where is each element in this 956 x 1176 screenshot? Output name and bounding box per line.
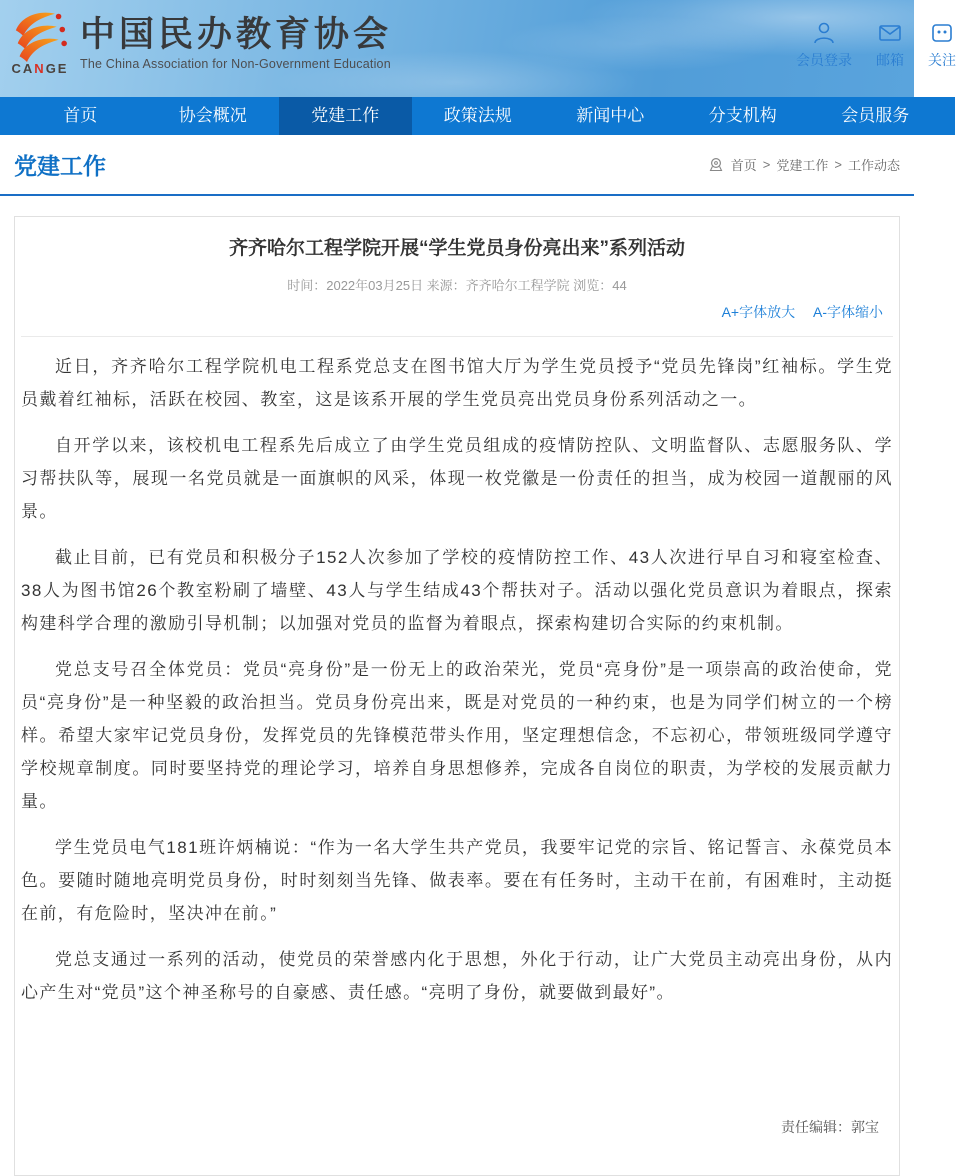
- breadcrumb-item-2[interactable]: 工作动态: [847, 158, 900, 173]
- org-names: [80, 10, 392, 71]
- breadcrumb-item-1[interactable]: 党建工作: [776, 158, 829, 173]
- nav-item-4[interactable]: 新闻中心: [576, 106, 645, 125]
- header-links: [796, 20, 956, 70]
- logo-acronym: CANGE: [11, 61, 69, 76]
- nav-item-5[interactable]: 分支机构: [708, 106, 777, 125]
- font-shrink-button[interactable]: A-字体缩小: [813, 304, 883, 320]
- font-enlarge-button[interactable]: A+字体放大: [721, 304, 796, 320]
- article-paragraph-1: 自开学以来，该校机电工程系先后成立了由学生党员组成的疫情防控队、文明监督队、志愿服务队、学习帮扶队等，展现一名党员就是一面旗帜的风采，体现一枚党徽是一份责任的担当，成为校园一道靓丽的风景。: [21, 436, 893, 521]
- section-title: 党建工作: [14, 153, 106, 179]
- breadcrumb-separator: >: [834, 157, 842, 172]
- article-paragraph-4: 学生党员电气181班许炳楠说：“作为一名大学生共产党员，我要牢记党的宗旨、铭记誓言、永葆党员本色。要随时随地亮明党员身份，时时刻刻当先锋、做表率。要在有任务时，主动干在前，有困难时，主动挺在前，有危险时，坚决冲在前。”: [21, 838, 893, 923]
- header-link-1[interactable]: [876, 20, 904, 70]
- divider: [21, 336, 893, 337]
- header-link-label: 会员登录: [796, 52, 852, 68]
- header-link-label: 关注: [928, 52, 956, 68]
- org-name-cn: 中国民办教育协会: [80, 14, 393, 55]
- editor-credit: 责任编辑：郭宝: [781, 1119, 879, 1135]
- header-link-2[interactable]: [928, 20, 956, 70]
- nav-item-0[interactable]: 首页: [63, 106, 98, 125]
- article-paragraph-0: 近日，齐齐哈尔工程学院机电工程系党总支在图书馆大厅为学生党员授予“党员先锋岗”红袖标。学生党员戴着红袖标，活跃在校园、教室，这是该系开展的学生党员亮出党员身份系列活动之一。: [21, 357, 893, 409]
- article-title: 齐齐哈尔工程学院开展“学生党员身份亮出来”系列活动: [228, 238, 685, 259]
- article-paragraph-3: 党总支号召全体党员：党员“亮身份”是一份无上的政治荣光，党员“亮身份”是一项崇高的政治使命，党员“亮身份”是一种坚毅的政治担当。党员身份亮出来，既是对党员的一种约束，也是为同学们树立的一个榜样。希望大家牢记党员身份，发挥党员的先锋模范带头作用，坚定理想信念，不忘初心，带领班级同学遵守学校规章制度。同时要坚持党的理论学习，培养自身思想修养，完成各自岗位的职责，为学校的发展贡献力量。: [21, 660, 893, 811]
- location-pin-icon: [709, 157, 723, 172]
- nav-item-6[interactable]: 会员服务: [841, 106, 910, 125]
- header-link-label: 邮箱: [876, 52, 904, 68]
- site-logo[interactable]: [8, 10, 72, 76]
- org-name-en: The China Association for Non-Government Education: [80, 57, 391, 71]
- article-container: [14, 216, 900, 1176]
- site-header: [0, 0, 956, 97]
- mail-icon: [877, 20, 903, 46]
- cange-swoosh-icon: [12, 10, 68, 62]
- article-meta: 时间：2022年03月25日 来源：齐齐哈尔工程学院 浏览：44: [287, 278, 627, 293]
- breadcrumb-separator: >: [762, 157, 771, 172]
- user-icon: [811, 20, 837, 46]
- section-bar: [0, 135, 914, 196]
- nav-item-3[interactable]: 政策法规: [443, 106, 512, 125]
- font-size-controls: [21, 302, 893, 322]
- article-paragraph-2: 截止目前，已有党员和积极分子152人次参加了学校的疫情防控工作、43人次进行早自习和寝室检查、38人为图书馆26个教室粉刷了墙壁、43人与学生结成43个帮扶对子。活动以强化党员意识为着眼点，探索构建科学合理的激励引导机制；以加强对党员的监督为着眼点，探索构建切合实际的约束机制。: [21, 548, 893, 633]
- main-nav: [0, 97, 955, 135]
- nav-item-1[interactable]: 协会概况: [178, 106, 247, 125]
- follow-icon: [929, 20, 955, 46]
- nav-item-2[interactable]: 党建工作: [279, 97, 412, 135]
- article-body: [21, 350, 893, 1009]
- header-link-0[interactable]: [796, 20, 852, 70]
- article-paragraph-5: 党总支通过一系列的活动，使党员的荣誉感内化于思想，外化于行动，让广大党员主动亮出身份，从内心产生对“党员”这个神圣称号的自豪感、责任感。“亮明了身份，就要做到最好”。: [21, 950, 893, 1002]
- breadcrumb-item-0[interactable]: 首页: [730, 158, 757, 173]
- breadcrumb: [709, 155, 900, 174]
